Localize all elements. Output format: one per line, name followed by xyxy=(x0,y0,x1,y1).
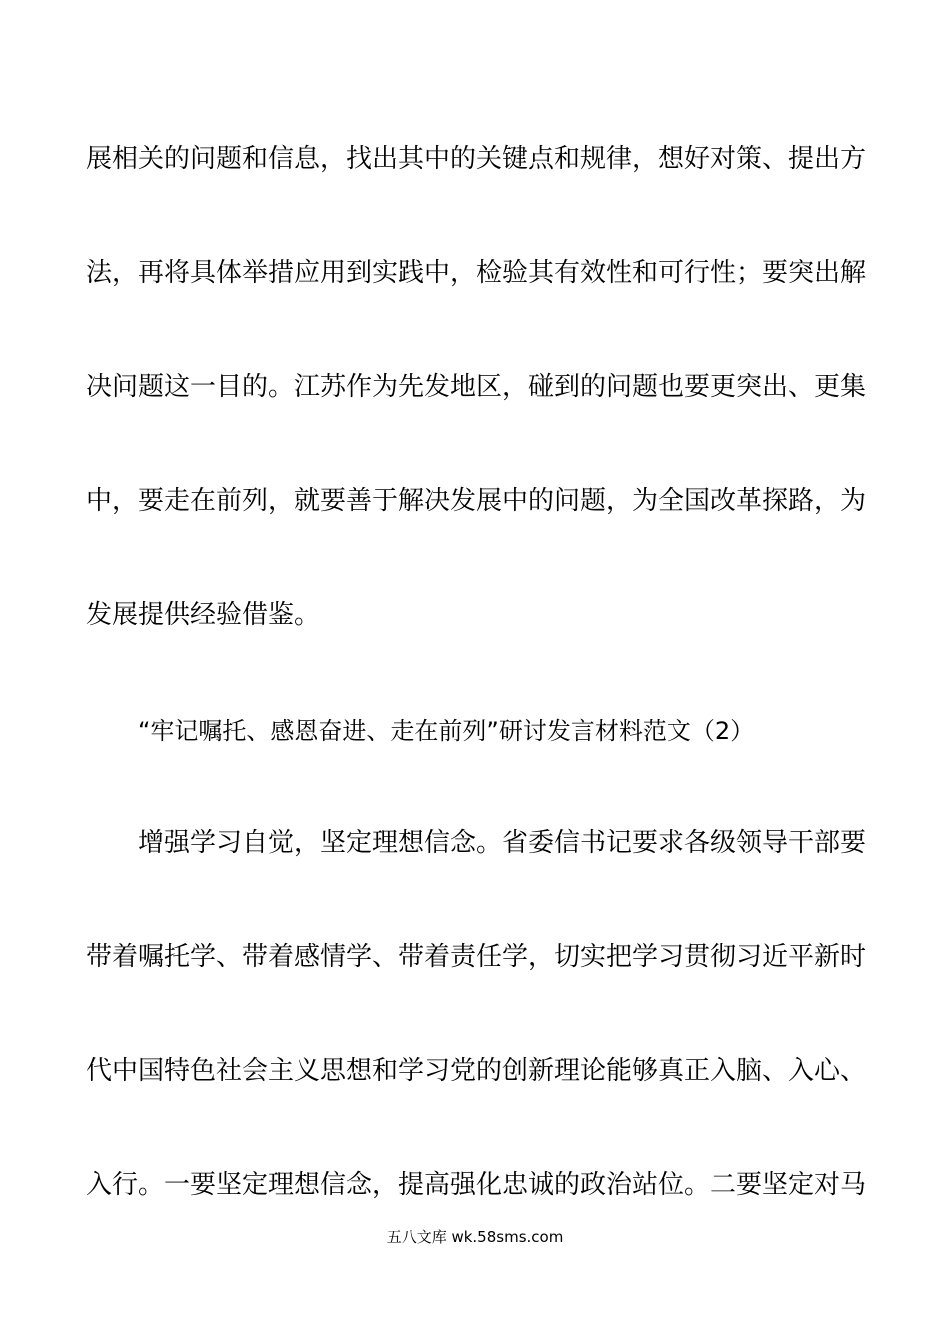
paragraph2-line-2: 带着嘱托学、带着感情学、带着责任学，切实把学习贯彻习近平新时 xyxy=(86,942,867,972)
body-line-2: 法，再将具体举措应用到实践中，检验其有效性和可行性；要突出解 xyxy=(86,258,867,288)
body-line-4: 中，要走在前列，就要善于解决发展中的问题，为全国改革探路，为 xyxy=(86,486,867,516)
paragraph2-line-1: 增强学习自觉，坚定理想信念。省委信书记要求各级领导干部要 xyxy=(138,828,867,858)
paragraph2-line-4: 入行。一要坚定理想信念，提高强化忠诚的政治站位。二要坚定对马 xyxy=(86,1170,867,1200)
section-heading: “牢记嘱托、感恩奋进、走在前列”研讨发言材料范文（2） xyxy=(138,717,755,745)
body-line-3: 决问题这一目的。江苏作为先发地区，碰到的问题也要更突出、更集 xyxy=(86,372,867,402)
body-line-1: 展相关的问题和信息，找出其中的关键点和规律，想好对策、提出方 xyxy=(86,144,867,174)
paragraph2-line-3: 代中国特色社会主义思想和学习党的创新理论能够真正入脑、入心、 xyxy=(86,1056,867,1086)
footer-watermark: 五八文库 wk.58sms.com xyxy=(386,1228,564,1246)
body-line-5: 发展提供经验借鉴。 xyxy=(86,600,321,630)
